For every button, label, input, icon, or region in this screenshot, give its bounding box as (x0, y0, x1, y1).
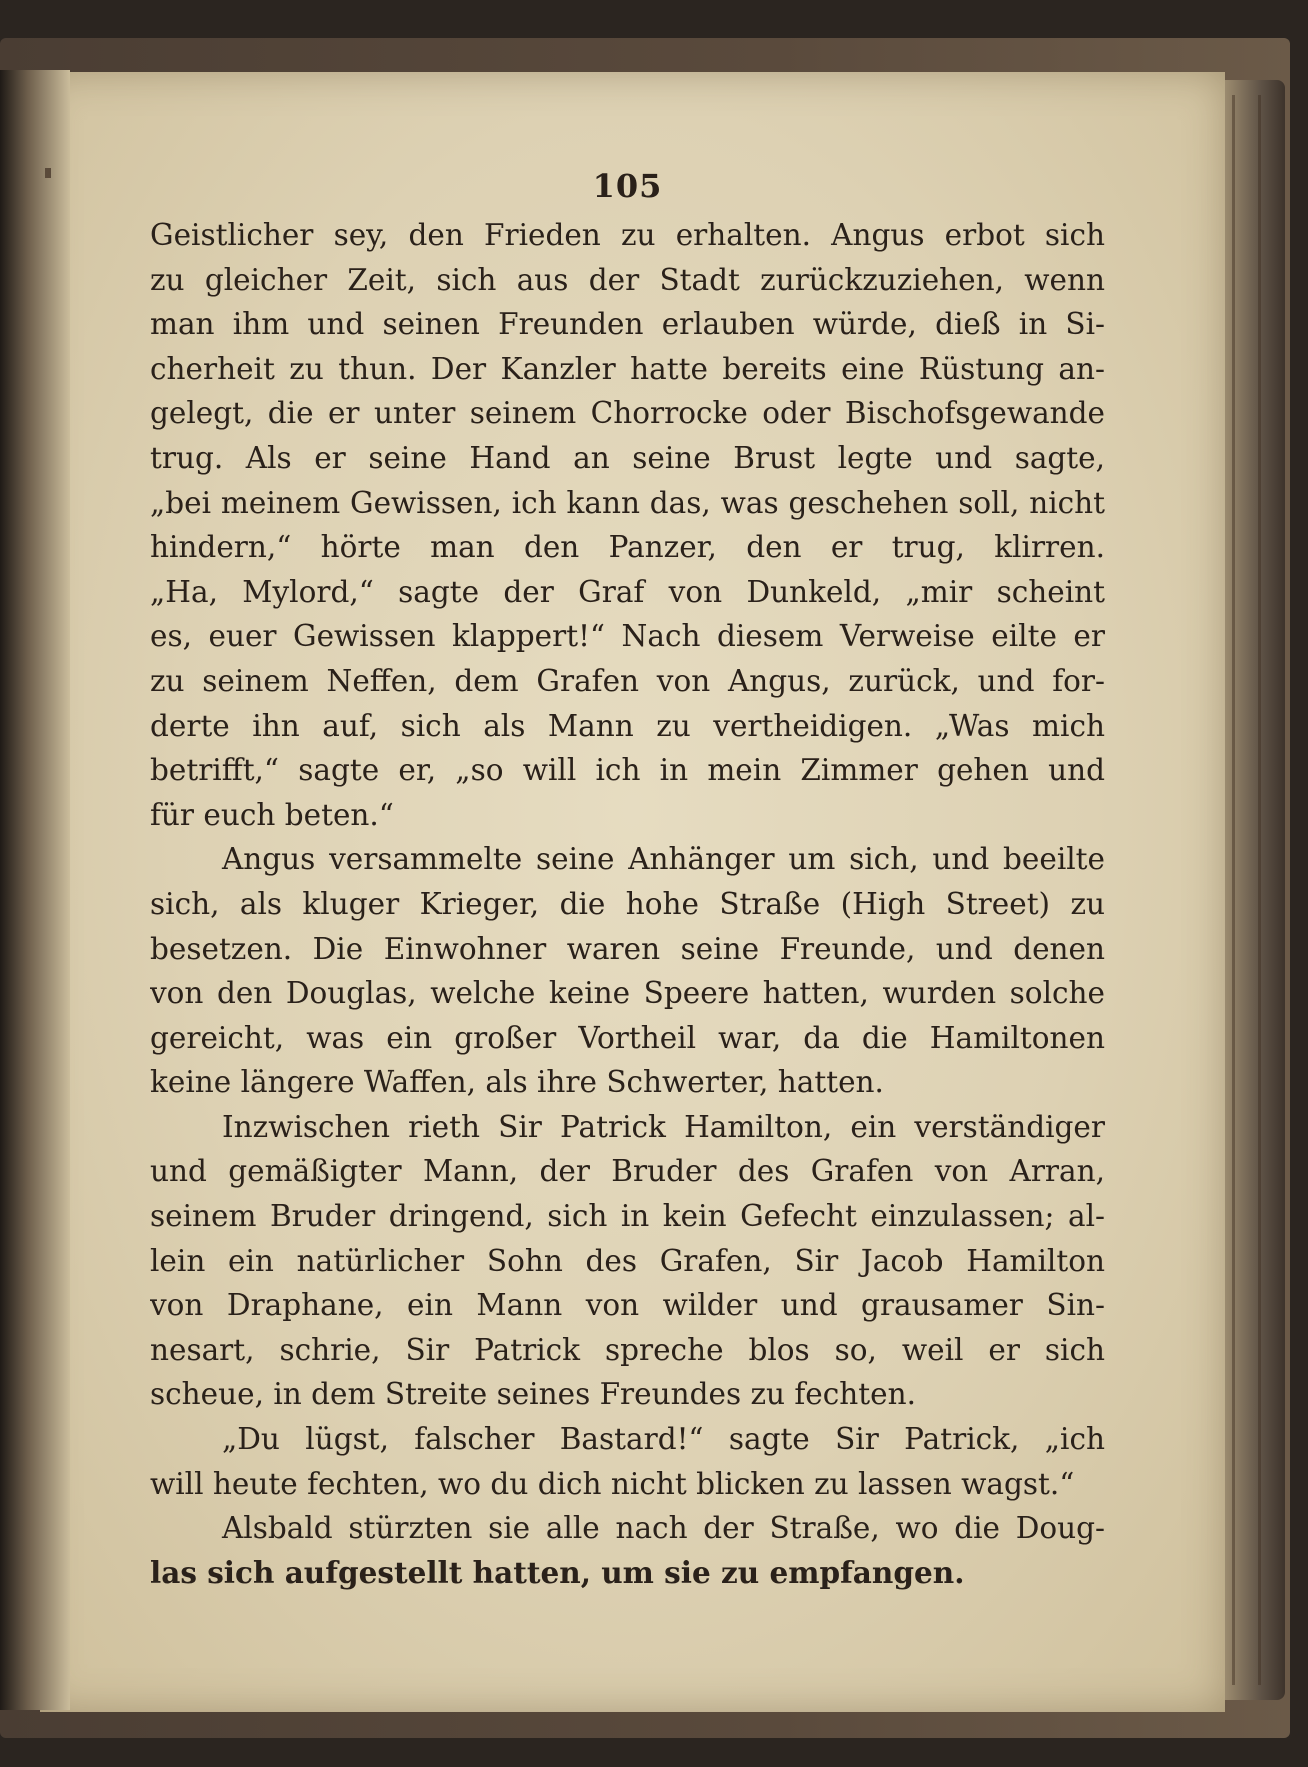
text-line: trug. Als er seine Hand an seine Brust legte und sagte, (150, 440, 1105, 475)
text-line: „Ha, Mylord,“ sagte der Graf von Dunkeld, „mir scheint (150, 574, 1105, 609)
text-line: las sich aufgestellt hatten, um sie zu empfangen. (150, 1554, 965, 1590)
text-line: nesart, schrie, Sir Patrick spreche blos so, weil er sich (150, 1332, 1105, 1367)
text-line: zu seinem Neffen, dem Grafen von Angus, zurück, und for- (150, 663, 1105, 698)
text-line: Inzwischen rieth Sir Patrick Hamilton, ein verständiger (222, 1109, 1105, 1144)
text-line: Geistlicher sey, den Frieden zu erhalten. Angus erbot sich (150, 218, 1105, 252)
text-line: keine längere Waffen, als ihre Schwerter, hatten. (150, 1065, 884, 1100)
text-line: Alsbald stürzten sie alle nach der Straße, wo die Doug- (222, 1511, 1105, 1546)
page-edge-line (1258, 95, 1261, 1685)
text-line: von den Douglas, welche keine Speere hatten, wurden solche (150, 976, 1105, 1011)
text-line: „Du lügst, falscher Bastard!“ sagte Sir Patrick, „ich (222, 1422, 1105, 1457)
text-line: seinem Bruder dringend, sich in kein Gefecht einzulassen; al- (150, 1199, 1105, 1234)
text-line: man ihm und seinen Freunden erlauben würde, dieß in Si- (150, 307, 1105, 342)
page-number: 105 (592, 167, 663, 205)
text-line: lein ein natürlicher Sohn des Grafen, Sir Jacob Hamilton (150, 1243, 1105, 1278)
page-text (150, 165, 1105, 1595)
text-line: es, euer Gewissen klappert!“ Nach diesem Verweise eilte er (150, 619, 1105, 654)
text-line: von Draphane, ein Mann von wilder und grausamer Sin- (150, 1288, 1105, 1323)
margin-mark (45, 168, 51, 178)
text-lines (150, 213, 1105, 1595)
text-line: gereicht, was ein großer Vortheil war, da die Hamiltonen (150, 1020, 1105, 1055)
text-line: scheue, in dem Streite seines Freundes zu fechten. (150, 1377, 916, 1412)
text-line: gelegt, die er unter seinem Chorrocke oder Bischofsgewande (150, 396, 1105, 431)
page-edge-line (1232, 95, 1235, 1685)
text-line: Angus versammelte seine Anhänger um sich, und beeilte (222, 842, 1105, 877)
text-line: betrifft,“ sagte er, „so will ich in mein Zimmer gehen und (150, 753, 1105, 788)
text-line: derte ihn auf, sich als Mann zu vertheidigen. „Was mich (150, 708, 1105, 743)
text-line: und gemäßigter Mann, der Bruder des Grafen von Arran, (150, 1154, 1105, 1189)
spine-shadow (0, 70, 70, 1710)
text-line: für euch beten.“ (150, 797, 394, 832)
text-line: besetzen. Die Einwohner waren seine Freunde, und denen (150, 931, 1105, 966)
text-line: zu gleicher Zeit, sich aus der Stadt zurückzuziehen, wenn (150, 262, 1105, 297)
text-line: cherheit zu thun. Der Kanzler hatte bereits eine Rüstung an- (150, 351, 1105, 386)
text-line: hindern,“ hörte man den Panzer, den er trug, klirren. (150, 530, 1105, 565)
text-line: „bei meinem Gewissen, ich kann das, was geschehen soll, nicht (150, 485, 1105, 520)
text-line: sich, als kluger Krieger, die hohe Straße (High Street) zu (150, 886, 1105, 921)
text-line: will heute fechten, wo du dich nicht blicken zu lassen wagst.“ (150, 1466, 1075, 1501)
